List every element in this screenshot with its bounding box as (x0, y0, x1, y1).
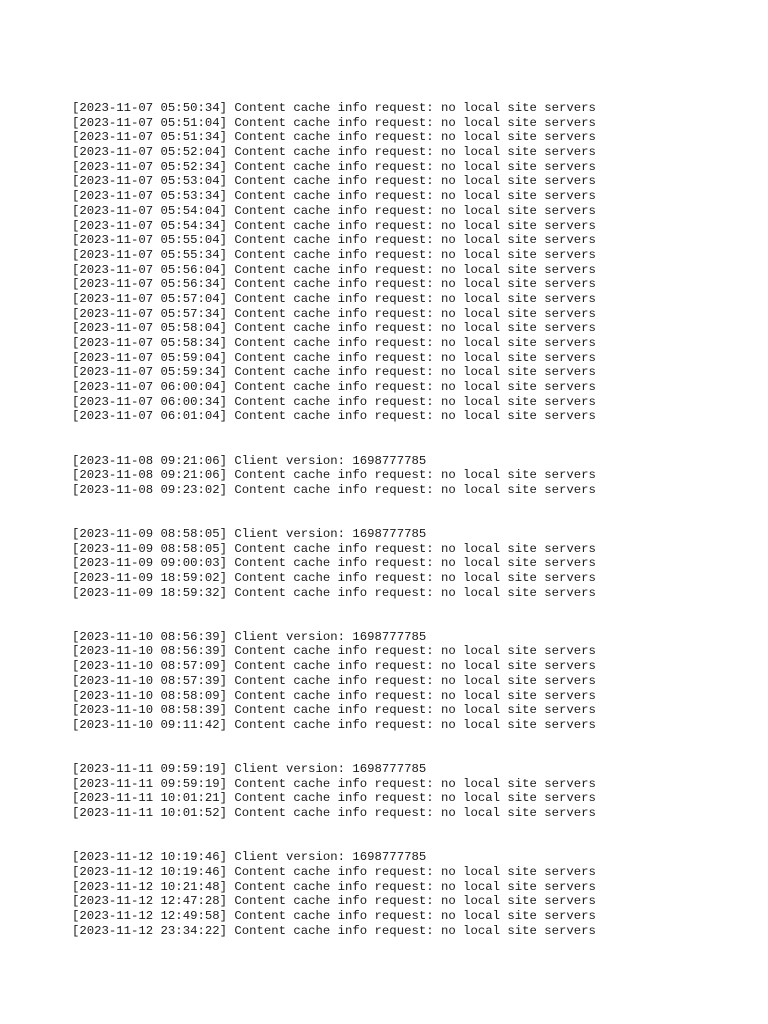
log-line: [2023-11-07 05:54:34] Content cache info request: no local site servers (72, 218, 596, 233)
log-block (72, 762, 752, 821)
log-line: [2023-11-07 05:59:34] Content cache info request: no local site servers (72, 365, 596, 380)
log-line: [2023-11-08 09:21:06] Content cache info request: no local site servers (72, 468, 596, 483)
log-line: [2023-11-07 06:00:34] Content cache info request: no local site servers (72, 394, 596, 409)
log-block (72, 454, 752, 498)
log-line: [2023-11-07 05:51:34] Content cache info request: no local site servers (72, 130, 596, 145)
log-block (72, 850, 752, 938)
log-line: [2023-11-07 05:53:04] Content cache info request: no local site servers (72, 174, 596, 189)
log-line: [2023-11-11 09:59:19] Client version: 1698777785 (72, 762, 427, 776)
log-line: [2023-11-07 05:58:34] Content cache info request: no local site servers (72, 336, 596, 350)
log-line: [2023-11-07 05:57:34] Content cache info request: no local site servers (72, 306, 596, 321)
log-line: [2023-11-07 05:56:04] Content cache info request: no local site servers (72, 262, 596, 277)
log-line: [2023-11-10 09:11:42] Content cache info request: no local site servers (72, 717, 596, 732)
log-line: [2023-11-07 05:52:04] Content cache info request: no local site servers (72, 145, 596, 160)
log-line: [2023-11-10 08:58:39] Content cache info request: no local site servers (72, 703, 596, 718)
log-line: [2023-11-10 08:58:09] Content cache info request: no local site servers (72, 688, 596, 703)
log-line: [2023-11-09 18:59:02] Content cache info request: no local site servers (72, 571, 596, 586)
log-line: [2023-11-07 05:53:34] Content cache info request: no local site servers (72, 189, 596, 204)
log-line: [2023-11-12 10:19:46] Content cache info request: no local site servers (72, 864, 596, 879)
log-line: [2023-11-10 08:57:09] Content cache info request: no local site servers (72, 659, 596, 674)
log-line: [2023-11-07 06:01:04] Content cache info request: no local site servers (72, 409, 596, 424)
log-line: [2023-11-07 05:52:34] Content cache info request: no local site servers (72, 159, 596, 174)
log-document (72, 101, 752, 968)
log-line: [2023-11-09 08:58:05] Client version: 1698777785 (72, 526, 427, 541)
log-line: [2023-11-07 05:54:04] Content cache info request: no local site servers (72, 203, 596, 218)
log-block (72, 527, 752, 600)
log-line: [2023-11-12 10:19:46] Client version: 1698777785 (72, 850, 427, 865)
log-line: [2023-11-10 08:56:39] Client version: 1698777785 (72, 629, 427, 644)
log-line: [2023-11-07 05:55:04] Content cache info request: no local site servers (72, 233, 596, 248)
log-line: [2023-11-07 05:55:34] Content cache info request: no local site servers (72, 247, 596, 262)
log-line: [2023-11-09 18:59:32] Content cache info request: no local site servers (72, 585, 596, 600)
log-line: [2023-11-08 09:23:02] Content cache info request: no local site servers (72, 482, 596, 497)
log-line: [2023-11-12 23:34:22] Content cache info request: no local site servers (72, 923, 596, 938)
log-line: [2023-11-11 09:59:19] Content cache info request: no local site servers (72, 776, 596, 791)
log-line: [2023-11-07 05:58:04] Content cache info request: no local site servers (72, 321, 596, 336)
log-line: [2023-11-11 10:01:21] Content cache info request: no local site servers (72, 791, 596, 806)
log-line: [2023-11-09 09:00:03] Content cache info request: no local site servers (72, 556, 596, 571)
log-line: [2023-11-08 09:21:06] Client version: 1698777785 (72, 453, 427, 468)
log-line: [2023-11-12 12:47:28] Content cache info request: no local site servers (72, 894, 596, 909)
log-line: [2023-11-12 10:21:48] Content cache info request: no local site servers (72, 879, 596, 894)
log-line: [2023-11-11 10:01:52] Content cache info request: no local site servers (72, 806, 596, 821)
log-line: [2023-11-07 05:50:34] Content cache info request: no local site servers (72, 101, 596, 115)
log-line: [2023-11-10 08:56:39] Content cache info request: no local site servers (72, 644, 596, 659)
log-line: [2023-11-12 12:49:58] Content cache info request: no local site servers (72, 908, 596, 923)
log-block (72, 630, 752, 733)
log-line: [2023-11-07 05:59:04] Content cache info request: no local site servers (72, 350, 596, 365)
log-line: [2023-11-09 08:58:05] Content cache info request: no local site servers (72, 541, 596, 556)
log-block (72, 101, 752, 424)
log-line: [2023-11-07 05:57:04] Content cache info request: no local site servers (72, 291, 596, 306)
log-line: [2023-11-10 08:57:39] Content cache info request: no local site servers (72, 673, 596, 688)
log-line: [2023-11-07 06:00:04] Content cache info request: no local site servers (72, 380, 596, 395)
log-line: [2023-11-07 05:56:34] Content cache info request: no local site servers (72, 277, 596, 292)
log-line: [2023-11-07 05:51:04] Content cache info request: no local site servers (72, 115, 596, 130)
